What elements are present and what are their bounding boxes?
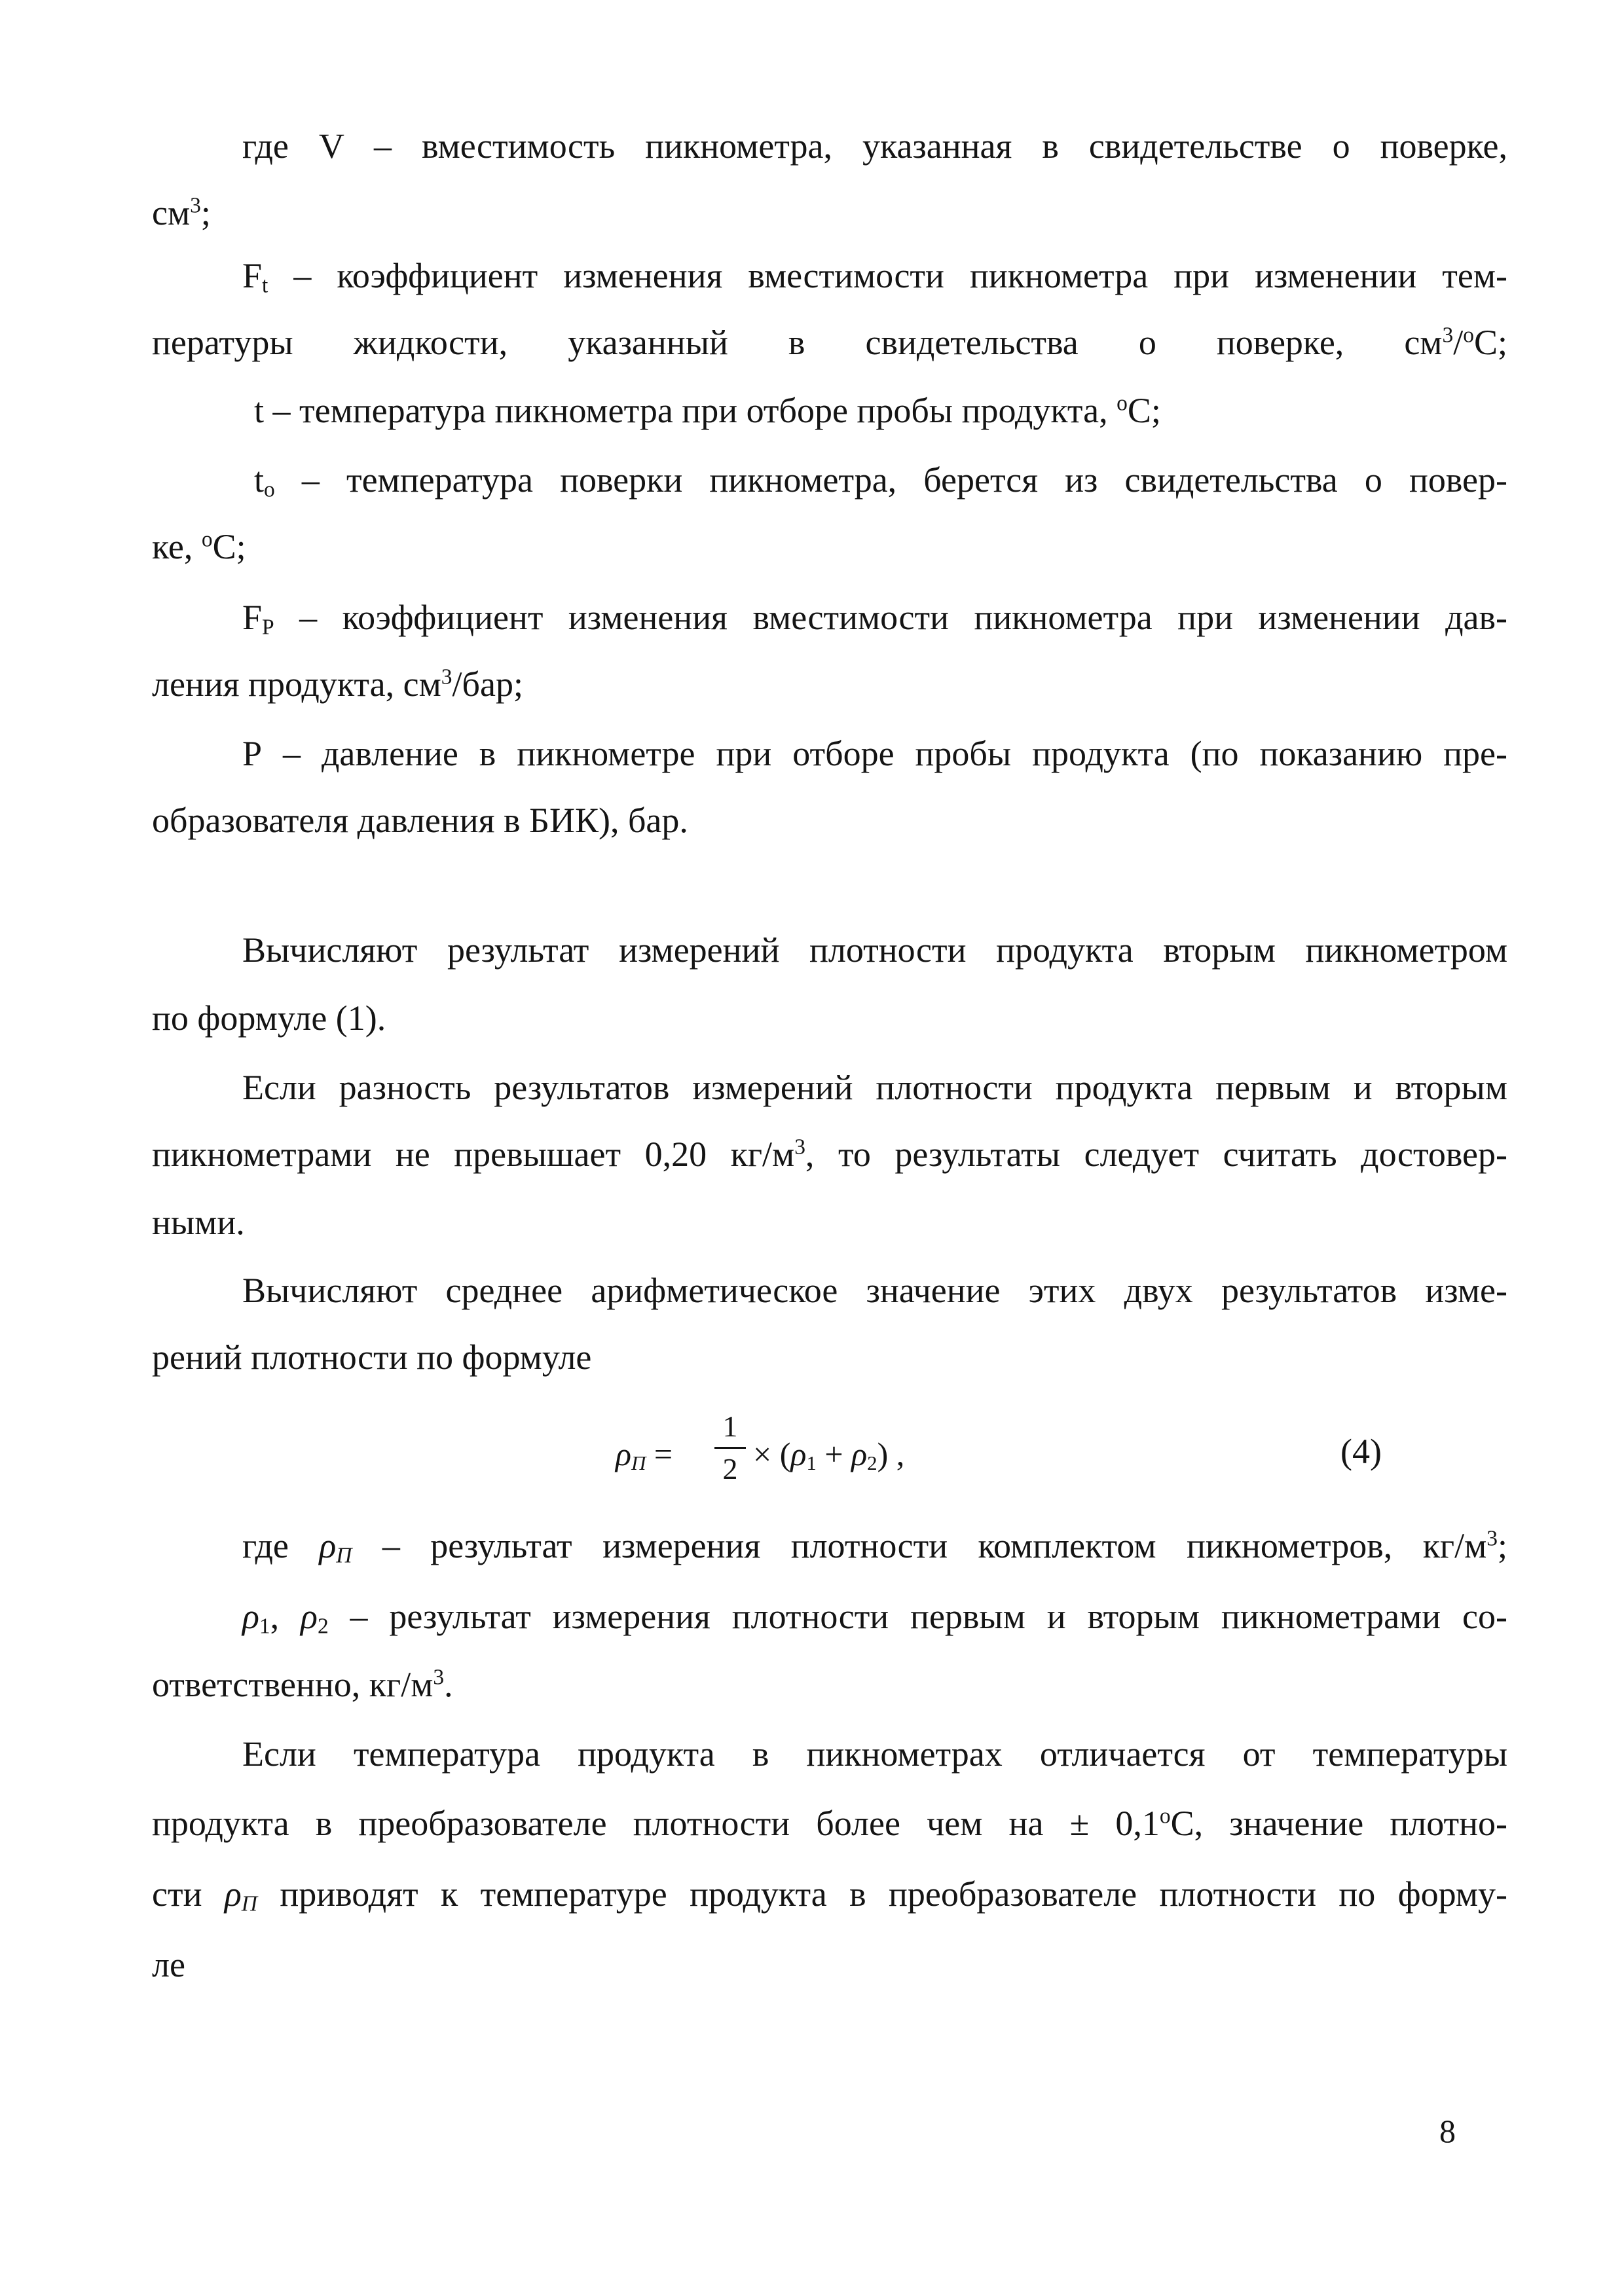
superscript: 3	[433, 1665, 445, 1690]
times-paren: × (	[753, 1436, 791, 1472]
text-line	[152, 1872, 1507, 1916]
text-line	[152, 1133, 1507, 1176]
close-paren: ) ,	[877, 1436, 905, 1472]
rho-symbol: ρ	[242, 1597, 259, 1636]
superscript: 3	[441, 665, 452, 689]
fraction-numerator: 1	[722, 1410, 738, 1443]
text-span: – коэффициент изменения вместимости пикнометра при изменении тем-	[268, 256, 1507, 295]
symbol: F	[242, 598, 263, 637]
text-span: где V – вместимость пикнометра, указанная в свидетельстве о поверке,	[242, 126, 1507, 166]
text-span: сти	[152, 1874, 225, 1914]
text-span: продукта в преобразователе плотности более чем на ± 0,1	[152, 1804, 1160, 1843]
subscript: 1	[259, 1614, 270, 1639]
superscript: 3	[1486, 1526, 1498, 1551]
text-span: .	[444, 1665, 453, 1704]
text-span: где	[242, 1526, 320, 1565]
rho-symbol: ρ	[319, 1526, 337, 1565]
formula-rhs	[753, 1435, 904, 1473]
rho-symbol: ρ	[616, 1436, 631, 1472]
text-line	[242, 1066, 1507, 1109]
text-line	[152, 799, 1507, 842]
text-line	[152, 1336, 1507, 1379]
text-line	[242, 1595, 1507, 1638]
text-line	[152, 1663, 1507, 1706]
text-line	[152, 996, 1507, 1040]
text-span: /	[1453, 323, 1464, 362]
text-line	[254, 458, 1507, 501]
text-span: t – температура пикнометра при отборе пробы продукта,	[254, 391, 1117, 430]
rho-symbol: ρ	[301, 1597, 318, 1636]
text-span: – коэффициент изменения вместимости пикнометра при изменении дав-	[274, 598, 1507, 637]
text-span: – результат измерения плотности комплектом пикнометров, кг/м	[352, 1526, 1487, 1565]
page-number: 8	[1439, 2113, 1456, 2149]
subscript: 2	[317, 1614, 329, 1639]
subscript: П	[241, 1891, 257, 1916]
subscript: П	[631, 1451, 646, 1474]
text-span: ными.	[152, 1203, 245, 1242]
text-line	[242, 1732, 1507, 1776]
superscript: о	[1116, 391, 1128, 416]
text-span: пикнометрами не превышает 0,20 кг/м	[152, 1135, 795, 1174]
text-span: , то результаты следует считать достовер-	[805, 1135, 1507, 1174]
text-span: ;	[200, 193, 211, 232]
subscript: t	[262, 273, 268, 298]
subscript: P	[262, 615, 274, 640]
symbol: F	[242, 256, 263, 295]
text-span: Если температура продукта в пикнометрах отличается от температуры	[242, 1734, 1507, 1774]
superscript: о	[201, 527, 213, 552]
formula-lhs	[616, 1435, 673, 1473]
text-span: рений плотности по формуле	[152, 1338, 592, 1377]
subscript: о	[264, 477, 275, 502]
symbol: t	[254, 460, 265, 500]
superscript: 3	[794, 1135, 805, 1159]
text-span: /бар;	[452, 665, 523, 704]
superscript: о	[1159, 1804, 1171, 1829]
text-line	[152, 1201, 1507, 1244]
superscript: 3	[1442, 323, 1454, 348]
text-span: Если разность результатов измерений плотности продукта первым и вторым	[242, 1068, 1507, 1107]
text-line	[242, 1524, 1507, 1567]
text-line	[242, 254, 1507, 297]
rho-symbol: ρ	[790, 1436, 807, 1472]
text-span: – температура поверки пикнометра, берется из свидетельства о повер-	[274, 460, 1507, 500]
text-span: С;	[1473, 323, 1507, 362]
text-line	[152, 1802, 1507, 1845]
text-span: С;	[1127, 391, 1161, 430]
text-span: ;	[1497, 1526, 1507, 1565]
text-span: С, значение плотно-	[1170, 1804, 1507, 1843]
subscript: П	[336, 1543, 352, 1568]
text-line	[152, 191, 1507, 234]
text-span: см	[152, 193, 191, 232]
text-span: Вычисляют результат измерений плотности продукта вторым пикнометром	[242, 930, 1507, 970]
text-line	[242, 596, 1507, 639]
text-span: по формуле (1).	[152, 998, 386, 1038]
text-span: ления продукта, см	[152, 665, 441, 704]
text-line	[254, 389, 1161, 432]
plus-sign: +	[816, 1436, 852, 1472]
text-span: – результат измерения плотности первым и вторым пикнометрами со-	[328, 1597, 1508, 1636]
subscript: 1	[806, 1451, 817, 1474]
text-line	[242, 124, 1507, 168]
text-line	[242, 1269, 1507, 1312]
text-span: ле	[152, 1945, 185, 1984]
text-line	[152, 321, 1507, 364]
superscript: о	[1463, 323, 1474, 348]
text-line	[152, 1943, 1507, 1986]
text-span: ,	[270, 1597, 301, 1636]
fraction-one-half	[710, 1408, 750, 1488]
text-span: Вычисляют среднее арифметическое значение этих двух результатов изме-	[242, 1271, 1507, 1310]
rho-symbol: ρ	[224, 1874, 242, 1914]
text-line	[242, 928, 1507, 972]
text-span: ке,	[152, 527, 202, 566]
superscript: 3	[190, 193, 201, 218]
text-span: приводят к температуре продукта в преобразователе плотности по форму-	[257, 1874, 1508, 1914]
formula-4	[616, 1408, 1382, 1512]
fraction-denominator: 2	[722, 1452, 738, 1485]
text-span: образователя давления в БИК), бар.	[152, 801, 688, 840]
subscript: 2	[867, 1451, 877, 1474]
rho-symbol: ρ	[851, 1436, 868, 1472]
text-span: ответственно, кг/м	[152, 1665, 434, 1704]
fraction-bar	[714, 1447, 746, 1449]
text-line	[242, 732, 1507, 775]
text-line	[152, 663, 1507, 706]
text-line	[152, 525, 1507, 568]
formula-number: (4)	[1340, 1432, 1382, 1471]
text-span: Р – давление в пикнометре при отборе пробы продукта (по показанию пре-	[242, 734, 1507, 773]
text-span: пературы жидкости, указанный в свидетельства о поверке, см	[152, 323, 1443, 362]
equals-sign: =	[646, 1436, 673, 1472]
text-span: С;	[212, 527, 246, 566]
